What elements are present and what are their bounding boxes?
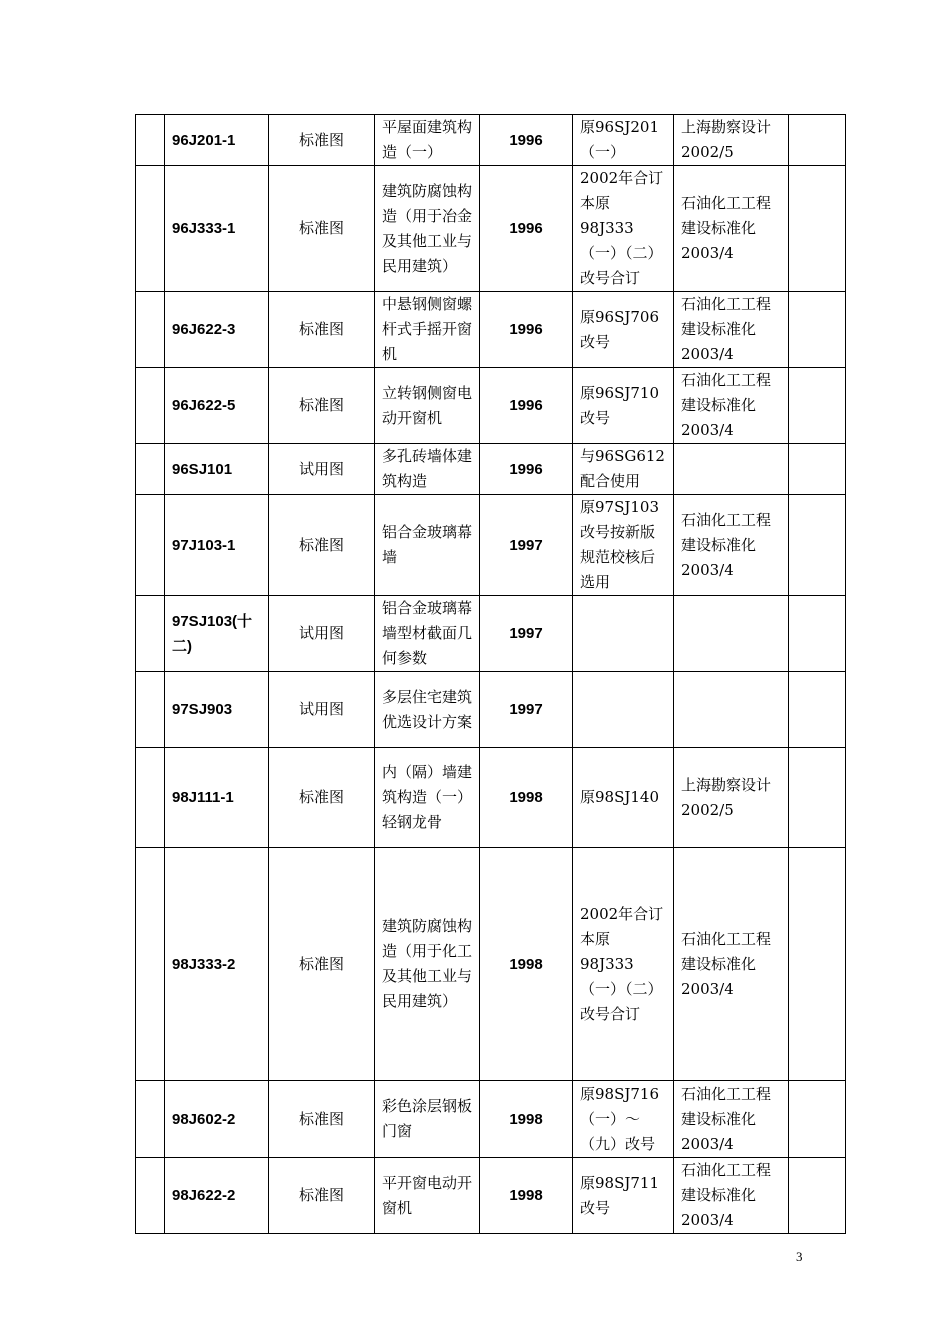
code-cell: 98J111-1 [165,748,269,848]
code-cell: 98J622-2 [165,1158,269,1234]
year-cell: 1997 [480,495,573,596]
unit-cell: 石油化工工程建设标准化 2003/4 [674,495,789,596]
index-cell [136,166,165,292]
code-cell: 96J201-1 [165,115,269,166]
year-cell: 1997 [480,596,573,672]
unit-cell [674,596,789,672]
extra-cell [789,1081,846,1158]
year-cell: 1997 [480,672,573,748]
title-cell: 中悬钢侧窗螺杆式手摇开窗机 [375,292,480,368]
title-cell: 铝合金玻璃幕墙 [375,495,480,596]
code-cell: 98J333-2 [165,848,269,1081]
extra-cell [789,748,846,848]
unit-cell: 石油化工工程建设标准化 2003/4 [674,368,789,444]
table-row [136,495,846,596]
extra-cell [789,672,846,748]
year-cell: 1996 [480,292,573,368]
year-cell: 1996 [480,368,573,444]
type-cell: 试用图 [269,596,375,672]
note-cell: 与96SG612配合使用 [573,444,674,495]
note-cell [573,596,674,672]
note-cell: 2002年合订本原 98J333 （一）（二）改号合订 [573,166,674,292]
extra-cell [789,166,846,292]
note-cell: 原96SJ706改号 [573,292,674,368]
type-cell: 标准图 [269,368,375,444]
type-cell: 标准图 [269,292,375,368]
table-row [136,672,846,748]
code-cell: 97SJ903 [165,672,269,748]
index-cell [136,444,165,495]
note-cell [573,672,674,748]
year-cell: 1998 [480,748,573,848]
unit-cell: 石油化工工程建设标准化 2003/4 [674,292,789,368]
extra-cell [789,596,846,672]
type-cell: 标准图 [269,1158,375,1234]
unit-cell: 石油化工工程建设标准化 2003/4 [674,1081,789,1158]
table-row [136,596,846,672]
year-cell: 1998 [480,848,573,1081]
code-cell: 98J602-2 [165,1081,269,1158]
note-cell: 原97SJ103改号按新版规范校核后选用 [573,495,674,596]
table-row [136,292,846,368]
title-cell: 彩色涂层钢板门窗 [375,1081,480,1158]
note-cell: 原96SJ710改号 [573,368,674,444]
note-cell: 原96SJ201（一） [573,115,674,166]
type-cell: 标准图 [269,166,375,292]
type-cell: 标准图 [269,848,375,1081]
index-cell [136,292,165,368]
code-cell: 96J622-3 [165,292,269,368]
table-row [136,848,846,1081]
note-cell: 原98SJ716（一）～（九）改号 [573,1081,674,1158]
type-cell: 试用图 [269,444,375,495]
title-cell: 建筑防腐蚀构造（用于化工及其他工业与民用建筑） [375,848,480,1081]
type-cell: 标准图 [269,115,375,166]
extra-cell [789,1158,846,1234]
extra-cell [789,292,846,368]
index-cell [136,1158,165,1234]
unit-cell [674,444,789,495]
unit-cell [674,672,789,748]
table-row [136,1081,846,1158]
note-cell: 原98SJ140 [573,748,674,848]
type-cell: 标准图 [269,495,375,596]
title-cell: 建筑防腐蚀构造（用于冶金及其他工业与民用建筑） [375,166,480,292]
note-cell: 原98SJ711改号 [573,1158,674,1234]
type-cell: 标准图 [269,748,375,848]
extra-cell [789,368,846,444]
unit-cell: 石油化工工程建设标准化 2003/4 [674,848,789,1081]
unit-cell: 上海勘察设计 2002/5 [674,748,789,848]
title-cell: 立转钢侧窗电动开窗机 [375,368,480,444]
title-cell: 铝合金玻璃幕墙型材截面几何参数 [375,596,480,672]
index-cell [136,495,165,596]
year-cell: 1996 [480,115,573,166]
year-cell: 1998 [480,1158,573,1234]
extra-cell [789,444,846,495]
index-cell [136,848,165,1081]
title-cell: 内（隔）墙建筑构造（一）轻钢龙骨 [375,748,480,848]
code-cell: 96SJ101 [165,444,269,495]
type-cell: 试用图 [269,672,375,748]
type-cell: 标准图 [269,1081,375,1158]
table-row [136,444,846,495]
table-row [136,748,846,848]
index-cell [136,368,165,444]
table-body [136,115,846,1234]
extra-cell [789,848,846,1081]
unit-cell: 石油化工工程建设标准化 2003/4 [674,1158,789,1234]
index-cell [136,748,165,848]
table-row [136,115,846,166]
standards-table [135,114,846,1234]
code-cell: 96J333-1 [165,166,269,292]
page-number: 3 [796,1249,803,1264]
index-cell [136,1081,165,1158]
title-cell: 多层住宅建筑优选设计方案 [375,672,480,748]
note-cell: 2002年合订本原 98J333 （一）（二）改号合订 [573,848,674,1081]
unit-cell: 上海勘察设计 2002/5 [674,115,789,166]
table-row [136,368,846,444]
title-cell: 多孔砖墙体建筑构造 [375,444,480,495]
title-cell: 平屋面建筑构造（一） [375,115,480,166]
index-cell [136,672,165,748]
unit-cell: 石油化工工程建设标准化 2003/4 [674,166,789,292]
index-cell [136,115,165,166]
year-cell: 1996 [480,444,573,495]
code-cell: 97SJ103(十二) [165,596,269,672]
extra-cell [789,495,846,596]
code-cell: 96J622-5 [165,368,269,444]
title-cell: 平开窗电动开窗机 [375,1158,480,1234]
table-row [136,166,846,292]
index-cell [136,596,165,672]
year-cell: 1996 [480,166,573,292]
year-cell: 1998 [480,1081,573,1158]
table-row [136,1158,846,1234]
extra-cell [789,115,846,166]
code-cell: 97J103-1 [165,495,269,596]
